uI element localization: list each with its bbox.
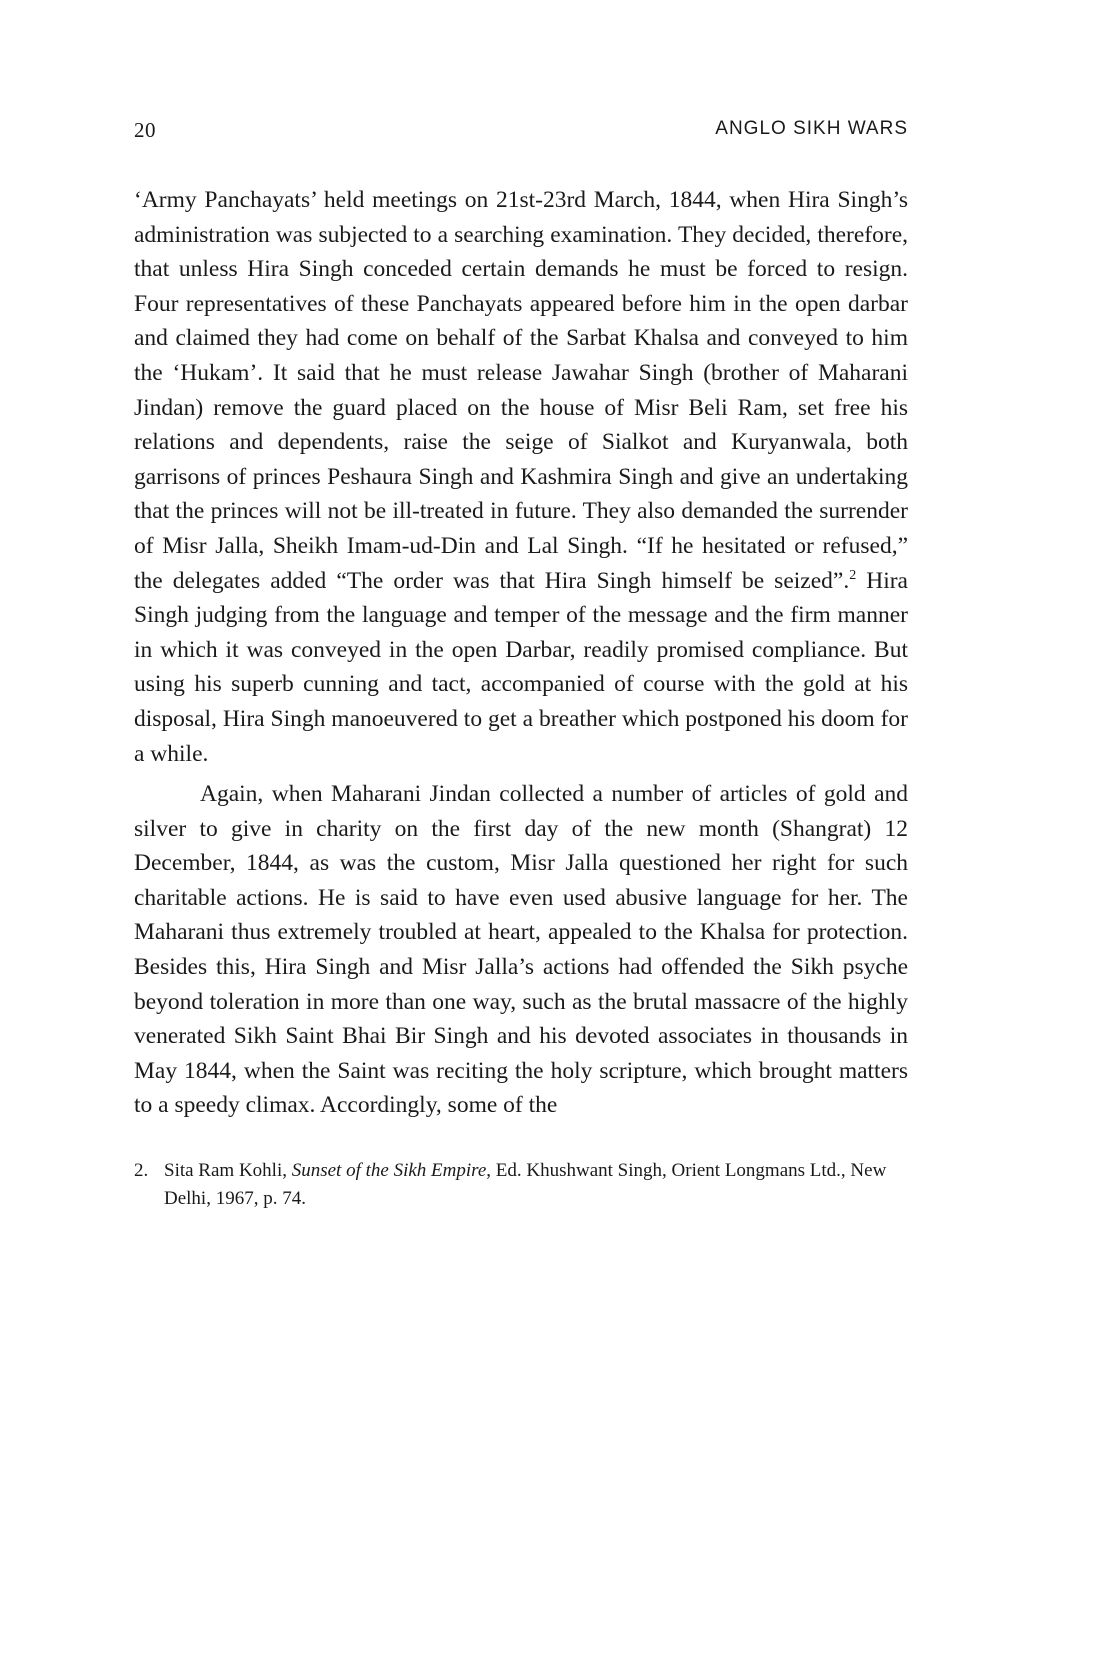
paragraph-1-continuation: Hira Singh judging from the language and temper of the message and the firm manner in which it was conveyed in the open Darbar, readily promised compliance. But using his superb cunning and tact, accompanied of course with the gold at his disposal, Hira Singh manoeuvered to get a breather which postponed his doom for a while. xyxy=(134,567,908,767)
footnote-book-title: Sunset of the Sikh Empire xyxy=(291,1160,487,1182)
paragraph-2: Again, when Maharani Jindan collected a number of articles of gold and silver to give in charity on the first day of the new month (Shangrat) 12 December, 1844, as was the custom, Misr Jalla questioned her right for such charitable actions. He is said to have even used abusive language for her. The Maharani thus extremely troubled at heart, appealed to the Khalsa for protection. Besides this, Hira Singh and Misr Jalla’s actions had offended the Sikh psyche beyond toleration in more than one way, such as the brutal massacre of the highly venerated Sikh Saint Bhai Bir Singh and his devoted associates in thousands in May 1844, when the Saint was reciting the holy scripture, which brought matters to a speedy climax. Accordingly, some of the xyxy=(134,781,908,1119)
page-header xyxy=(134,118,908,143)
footnote-author: Sita Ram Kohli, xyxy=(164,1160,292,1182)
running-title: ANGLO SIKH WARS xyxy=(715,118,908,139)
book-page xyxy=(134,118,908,1213)
footnote-publication: , Ed. Khushwant Singh, Orient Longmans Ltd., New Delhi, 1967, p. 74. xyxy=(164,1160,887,1210)
footnote-reference: 2 xyxy=(849,567,857,583)
page-number: 20 xyxy=(134,118,156,142)
paragraph-1-text: ‘Army Panchayats’ held meetings on 21st-23rd March, 1844, when Hira Singh’s administration was subjected to a searching examination. They decided, therefore, that unless Hira Singh conceded certain demands he must be forced to resign. Four representatives of these Panchayats appeared before him in the open darbar and claimed they had come on behalf of the Sarbat Khalsa and conveyed to him the ‘Hukam’. It said that he must release Jawahar Singh (brother of Maharani Jindan) remove the guard placed on the house of Misr Beli Ram, set free his relations and dependents, raise the seige of Sialkot and Kuryanwala, both garrisons of princes Peshaura Singh and Kashmira Singh and give an undertaking that the princes will not be ill-treated in future. They also demanded the surrender of Misr Jalla, Sheikh Imam-ud-Din and Lal Singh. “If he hesitated or refused,” the delegates added “The order was that Hira Singh himself be seized”. xyxy=(134,187,908,594)
paragraph-1 xyxy=(134,183,908,771)
footnote-number: 2. xyxy=(134,1160,149,1182)
footnote xyxy=(134,1157,908,1213)
